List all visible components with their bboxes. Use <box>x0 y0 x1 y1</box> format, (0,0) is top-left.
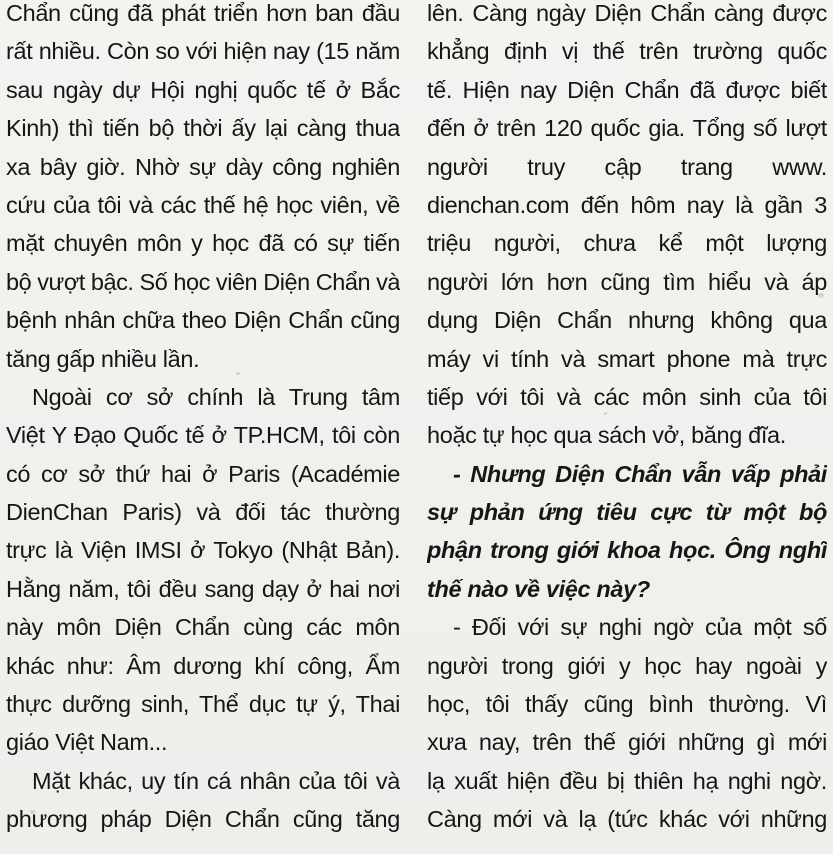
body-text-line: phương pháp Diện Chẩn cũng tăng <box>6 806 400 833</box>
interview-question-line: thế nào về việc này? <box>427 575 650 602</box>
body-text-line: giáo Việt Nam... <box>6 729 168 756</box>
left-text-column <box>6 0 400 839</box>
body-text-line: mặt chuyên môn y học đã có sự tiến <box>6 230 400 257</box>
interview-question-line: phận trong giới khoa học. Ông nghĩ <box>427 537 827 564</box>
body-text-line: người truy cập trang www. <box>427 153 827 180</box>
body-text-line: đến ở trên 120 quốc gia. Tổng số lượt <box>427 115 827 142</box>
body-text-line: Mặt khác, uy tín cá nhân của tôi và <box>32 767 400 794</box>
body-text-line: DienChan Paris) và đối tác thường <box>6 499 400 526</box>
body-text-line: trực là Viện IMSI ở Tokyo (Nhật Bản). <box>6 537 400 564</box>
body-text-line: lên. Càng ngày Diện Chẩn càng được <box>427 0 827 26</box>
body-text-line: Việt Y Đạo Quốc tế ở TP.HCM, tôi còn <box>6 422 400 449</box>
body-text-line: rất nhiều. Còn so với hiện nay (15 năm <box>6 38 400 65</box>
body-text-line: bộ vượt bậc. Số học viên Diện Chẩn và <box>6 268 400 295</box>
body-text-line: sau ngày dự Hội nghị quốc tế ở Bắc <box>6 76 400 103</box>
body-text-line: cứu của tôi và các thế hệ học viên, về <box>6 191 400 218</box>
body-text-line: xa bây giờ. Nhờ sự dày công nghiên <box>6 153 400 180</box>
body-text-line: học, tôi thấy cũng bình thường. Vì <box>427 691 827 718</box>
print-speck <box>30 810 35 814</box>
right-text-column <box>427 0 827 839</box>
print-speck <box>236 372 240 375</box>
print-speck <box>604 412 607 415</box>
body-text-line: bệnh nhân chữa theo Diện Chẩn cũng <box>6 307 400 334</box>
body-text-line: tế. Hiện nay Diện Chẩn đã được biết <box>427 76 827 103</box>
body-text-line: dụng Diện Chẩn nhưng không qua <box>427 307 827 334</box>
body-text-line: khác như: Âm dương khí công, Ẩm <box>6 652 400 679</box>
body-text-line: này môn Diện Chẩn cùng các môn <box>6 614 400 641</box>
body-text-line: Hằng năm, tôi đều sang dạy ở hai nơi <box>6 575 400 602</box>
body-text-line: tăng gấp nhiều lần. <box>6 345 200 372</box>
body-text-line: Chẩn cũng đã phát triển hơn ban đầu <box>6 0 400 26</box>
body-text-line: - Đối với sự nghi ngờ của một số <box>453 614 827 641</box>
interview-question-line: - Nhưng Diện Chẩn vẫn vấp phải <box>453 460 827 487</box>
body-text-line: thực dưỡng sinh, Thể dục tự ý, Thai <box>6 691 400 718</box>
body-text-line: Ngoài cơ sở chính là Trung tâm <box>32 383 400 410</box>
body-text-line: tiếp với tôi và các môn sinh của tôi <box>427 383 827 410</box>
body-text-line: triệu người, chưa kể một lượng <box>427 230 827 257</box>
body-text-line: hoặc tự học qua sách vở, băng đĩa. <box>427 422 786 449</box>
body-text-line: xưa nay, trên thế giới những gì mới <box>427 729 827 756</box>
body-text-line: có cơ sở thứ hai ở Paris (Académie <box>6 460 400 487</box>
body-text-line: Càng mới và lạ (tức khác với những <box>427 806 827 833</box>
body-text-line: khẳng định vị thế trên trường quốc <box>427 38 827 65</box>
body-text-line: dienchan.com đến hôm nay là gần 3 <box>427 191 827 218</box>
body-text-line: lạ xuất hiện đều bị thiên hạ nghi ngờ. <box>427 767 827 794</box>
print-speck <box>818 293 824 298</box>
body-text-line: Kinh) thì tiến bộ thời ấy lại càng thua <box>6 115 400 142</box>
interview-question-line: sự phản ứng tiêu cực từ một bộ <box>427 499 827 526</box>
body-text-line: người lớn hơn cũng tìm hiểu và áp <box>427 268 827 295</box>
body-text-line: người trong giới y học hay ngoài y <box>427 652 827 679</box>
body-text-line: máy vi tính và smart phone mà trực <box>427 345 827 372</box>
